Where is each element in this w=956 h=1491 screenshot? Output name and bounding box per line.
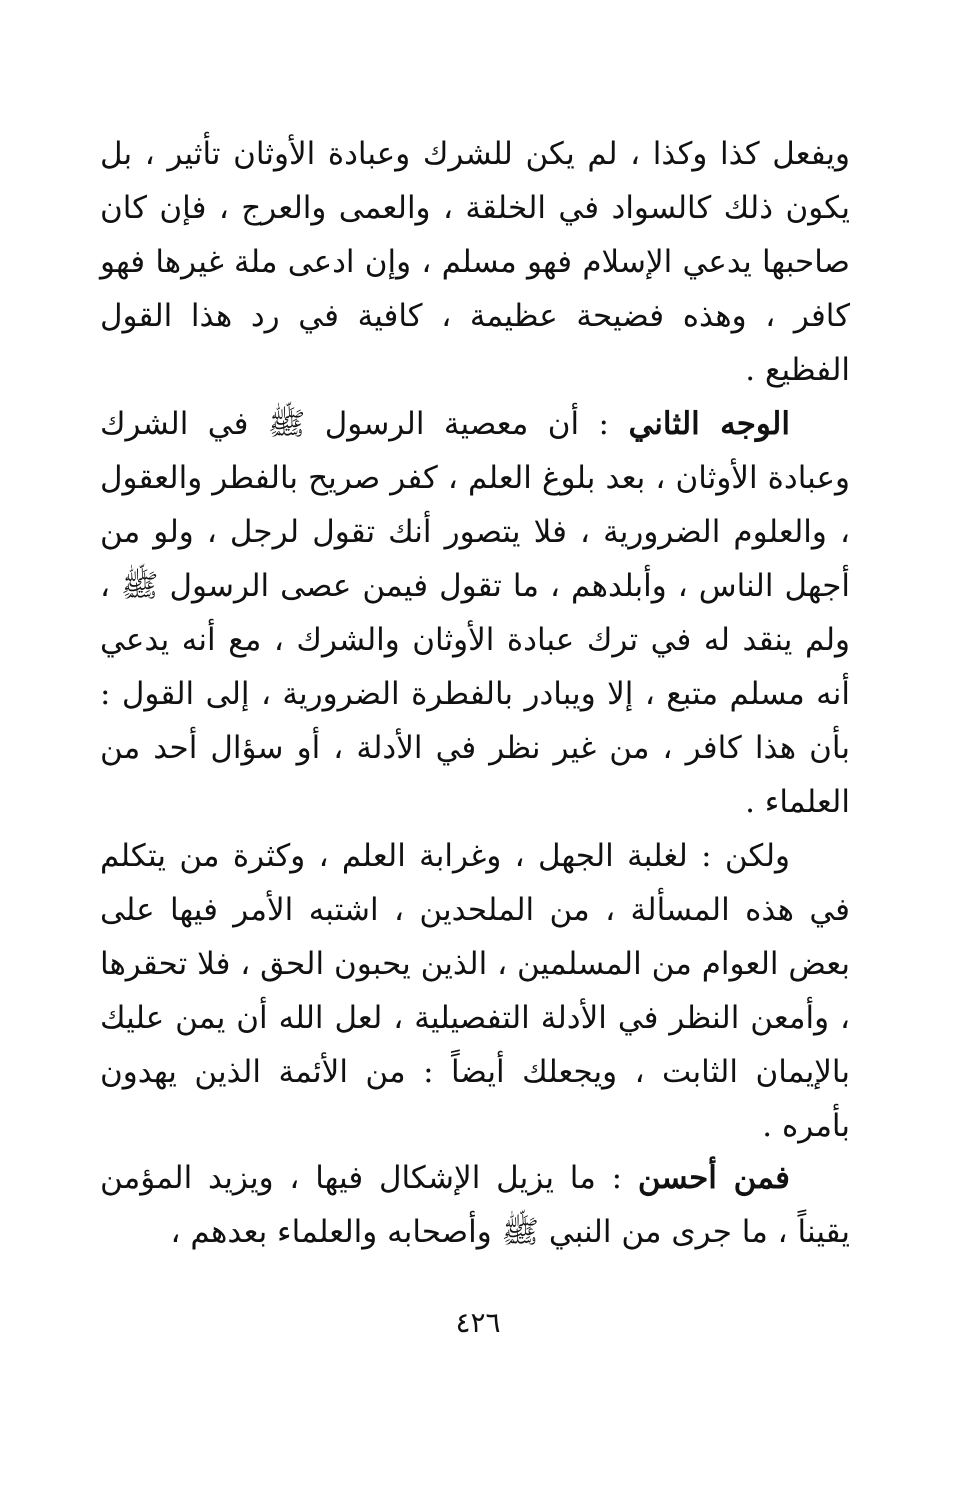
paragraph-2-text: : أن معصية الرسول ﷺ في الشرك وعبادة الأوثان ، بعد بلوغ العلم ، كفر صريح بالفطر والعقول ، والعلوم الضرورية ، فلا يتصور أنك تقول لرجل ، ولو من أجهل الناس ، وأبلدهم ، ما تقول فيمن عصى الرسول ﷺ ، ولم ينقد له في ترك عبادة الأوثان والشرك ، مع أنه يدعي أنه مسلم متبع ، إلا ويبادر بالفطرة الضرورية ، إلى القول : بأن هذا كافر ، من غير نظر في الأدلة ، أو سؤال أحد من العلماء . [100,406,850,820]
paragraph-4 [100,1151,850,1259]
paragraph-1 [100,127,850,397]
paragraph-3 [100,829,850,1153]
page-number: ٤٢٦ [455,1306,501,1339]
paragraph-3-text: ولكن : لغلبة الجهل ، وغرابة العلم ، وكثرة من يتكلم في هذه المسألة ، من الملحدين ، اشتبه الأمر فيها على بعض العوام من المسلمين ، الذين يحبون الحق ، فلا تحقرها ، وأمعن النظر في الأدلة التفصيلية ، لعل الله أن يمن عليك بالإيمان الثابت ، ويجعلك أيضاً : من الأئمة الذين يهدون بأمره . [100,838,850,1144]
paragraph-2 [100,397,850,829]
paragraph-1-text: ويفعل كذا وكذا ، لم يكن للشرك وعبادة الأوثان تأثير ، بل يكون ذلك كالسواد في الخلقة ، والعمى والعرج ، فإن كان صاحبها يدعي الإسلام فهو مسلم ، وإن ادعى ملة غيرها فهو كافر ، وهذه فضيحة عظيمة ، كافية في رد هذا القول الفظيع . [100,136,850,388]
paragraph-4-body [100,1151,850,1259]
paragraph-2-lead: الوجه الثاني [628,406,790,442]
paragraph-4-lead: فمن أحسن [637,1160,790,1196]
paragraph-4-text: : ما يزيل الإشكال فيها ، ويزيد المؤمن يقيناً ، ما جرى من النبي ﷺ وأصحابه والعلماء بعدهم ، [100,1160,850,1250]
paragraph-2-body [100,397,850,829]
